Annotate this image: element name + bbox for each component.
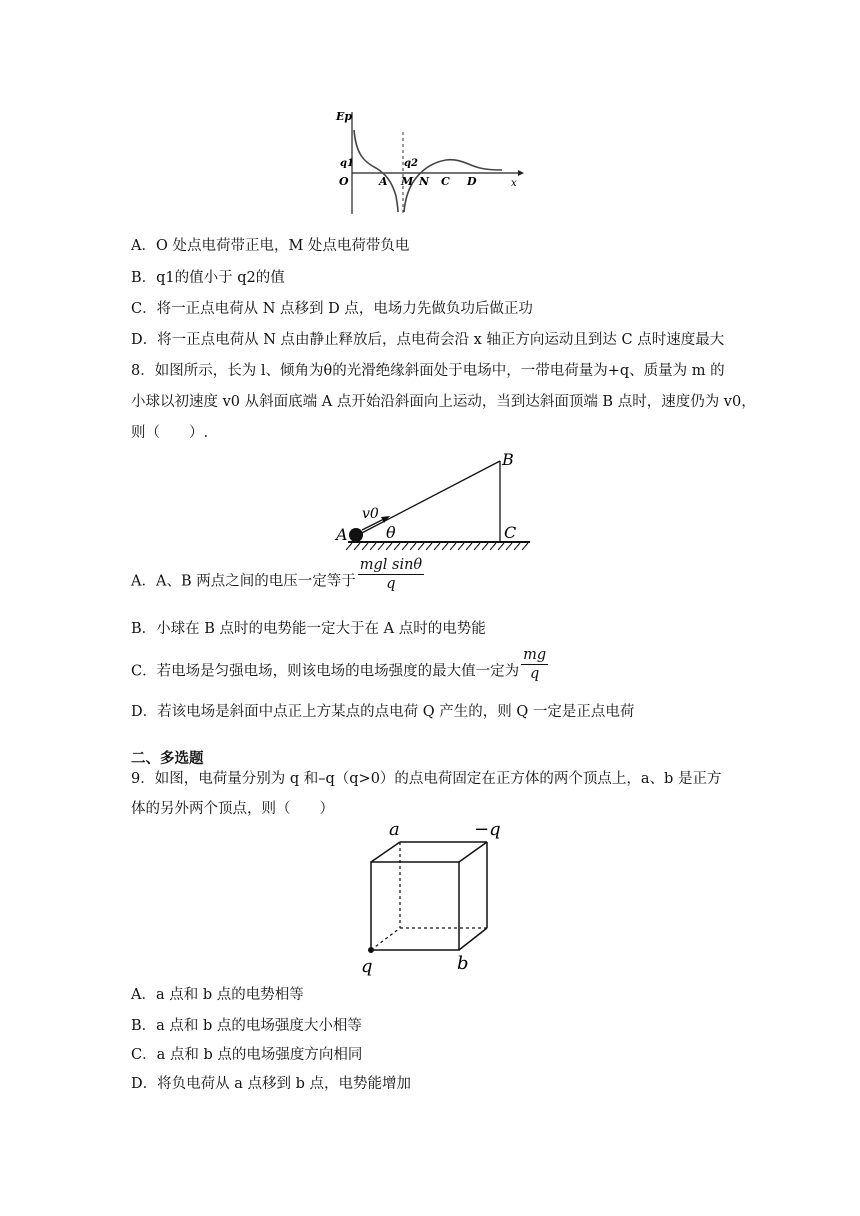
- graph-label-c: C: [441, 175, 450, 188]
- fraction-denominator: q: [386, 576, 396, 592]
- q8-option-d: D．若该电场是斜面中点正上方某点的点电荷 Q 产生的，则 Q 一定是正点电荷: [131, 704, 635, 720]
- q9-option-c: C．a 点和 b 点的电场强度方向相同: [131, 1047, 363, 1063]
- fraction-mg-over-q: [521, 646, 548, 683]
- q8-option-b: B．小球在 B 点时的电势能一定大于在 A 点时的电势能: [131, 621, 486, 637]
- q8-option-a: [131, 557, 424, 593]
- graph-label-ep: Ep: [336, 110, 353, 123]
- graph-label-q1: q1: [340, 158, 354, 169]
- graph-label-x: x: [511, 178, 517, 189]
- graph-label-a: A: [379, 175, 388, 188]
- q8-stem-line-2: 小球以初速度 v0 从斜面底端 A 点开始沿斜面向上运动，当到达斜面顶端 B 点时，速度仍为 v0，: [131, 394, 756, 410]
- fraction-numerator: mgl sinθ: [359, 557, 423, 573]
- graph-label-d: D: [467, 175, 477, 188]
- graph-label-q2: q2: [404, 158, 418, 169]
- q9-option-d: D．将负电荷从 a 点移到 b 点，电势能增加: [131, 1076, 411, 1092]
- q7-option-b: B．q1的值小于 q2的值: [131, 270, 285, 286]
- incline-label-a: A: [336, 525, 348, 544]
- q9-option-a: A．a 点和 b 点的电势相等: [131, 987, 304, 1003]
- graph-label-o: O: [339, 175, 349, 188]
- q9-option-b: B．a 点和 b 点的电场强度大小相等: [131, 1018, 362, 1034]
- incline-label-theta: θ: [386, 523, 396, 542]
- q8-option-c: [131, 647, 548, 683]
- q8-stem-line-3: 则（ ）.: [131, 425, 209, 441]
- incline-label-c: C: [504, 523, 517, 542]
- graph-label-n: N: [419, 175, 430, 188]
- incline-figure: [334, 448, 534, 554]
- q7-option-a: A．O 处点电荷带正电，M 处点电荷带负电: [131, 238, 410, 254]
- q8-option-c-text: C．若电场是匀强电场，则该电场的电场强度的最大值一定为: [131, 663, 520, 680]
- cube-label-b: b: [457, 953, 469, 974]
- q7-option-c: C．将一正点电荷从 N 点移到 D 点，电场力先做负功后做正功: [131, 301, 533, 317]
- cube-label-a: a: [389, 819, 400, 840]
- ep-x-graph: [330, 104, 530, 220]
- fraction-mgl-sin-theta-over-q: [358, 556, 424, 593]
- cube-label-minus-q: −q: [474, 819, 501, 840]
- q7-option-d: D．将一正点电荷从 N 点由静止释放后，点电荷会沿 x 轴正方向运动且到达 C 点时速度最大: [131, 332, 725, 348]
- cube-figure: [356, 818, 516, 978]
- q8-stem-line-1: 8．如图所示，长为 l、倾角为θ的光滑绝缘斜面处于电场中，一带电荷量为+q、质量为 m 的: [131, 363, 725, 379]
- section-title-multiple-choice: 二、多选题: [131, 750, 204, 767]
- graph-label-m: M: [401, 175, 414, 188]
- fraction-denominator: q: [529, 666, 540, 682]
- q9-stem-line-2: 体的另外两个顶点，则（ ）: [131, 801, 334, 817]
- q8-option-a-text: A．A、B 两点之间的电压一定等于: [131, 573, 356, 590]
- incline-label-b: B: [502, 450, 514, 469]
- q9-stem-line-1: 9．如图，电荷量分别为 q 和–q（q>0）的点电荷固定在正方体的两个顶点上，a、b 是正方: [131, 771, 722, 787]
- cube-label-q: q: [361, 956, 373, 977]
- incline-label-v0: v0: [362, 506, 379, 522]
- fraction-numerator: mg: [523, 647, 547, 663]
